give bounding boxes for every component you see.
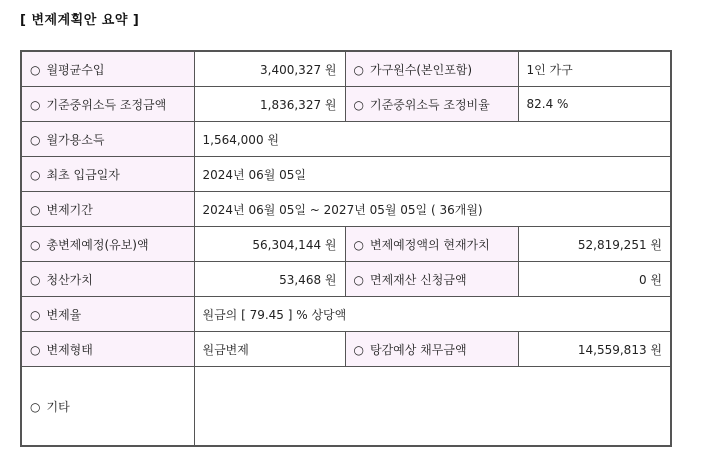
table-row — [21, 192, 671, 227]
exempt-property-value: 0 원 — [518, 262, 671, 297]
bullet-icon: ○ — [353, 97, 364, 112]
household-size-label: ○ 가구원수(본인포함) — [345, 51, 518, 87]
repayment-period-value: 2024년 06월 05일 ~ 2027년 05월 05일 ( 36개월) — [194, 192, 671, 227]
household-size-value: 1인 가구 — [518, 51, 671, 87]
expected-discharge-label: ○ 탕감예상 채무금액 — [345, 332, 518, 367]
table-row — [21, 297, 671, 332]
present-value-value: 52,819,251 원 — [518, 227, 671, 262]
repayment-type-value: 원금변제 — [194, 332, 345, 367]
disposable-income-label: ○ 월가용소득 — [21, 122, 194, 157]
bullet-icon: ○ — [30, 272, 41, 287]
median-income-ratio-value: 82.4 % — [518, 87, 671, 122]
repayment-type-label: ○ 변제형태 — [21, 332, 194, 367]
total-repayment-value: 56,304,144 원 — [194, 227, 345, 262]
repayment-summary-table — [20, 50, 672, 447]
bullet-icon: ○ — [30, 307, 41, 322]
table-row — [21, 87, 671, 122]
bullet-icon: ○ — [30, 342, 41, 357]
table-row — [21, 51, 671, 87]
repayment-rate-label: ○ 변제율 — [21, 297, 194, 332]
first-payment-date-label: ○ 최초 입금일자 — [21, 157, 194, 192]
monthly-income-label: ○ 월평균수입 — [21, 51, 194, 87]
table-row — [21, 262, 671, 297]
other-label: ○ 기타 — [21, 367, 194, 447]
exempt-property-label: ○ 면제재산 신청금액 — [345, 262, 518, 297]
other-value — [194, 367, 671, 447]
total-repayment-label: ○ 총변제예정(유보)액 — [21, 227, 194, 262]
disposable-income-value: 1,564,000 원 — [194, 122, 671, 157]
table-row — [21, 122, 671, 157]
bullet-icon: ○ — [353, 272, 364, 287]
table-row — [21, 332, 671, 367]
bullet-icon: ○ — [30, 237, 41, 252]
bullet-icon: ○ — [30, 167, 41, 182]
first-payment-date-value: 2024년 06월 05일 — [194, 157, 671, 192]
table-row — [21, 367, 671, 447]
median-income-adjusted-value: 1,836,327 원 — [194, 87, 345, 122]
repayment-period-label: ○ 변제기간 — [21, 192, 194, 227]
bullet-icon: ○ — [30, 202, 41, 217]
bullet-icon: ○ — [353, 237, 364, 252]
bullet-icon: ○ — [353, 62, 364, 77]
present-value-label: ○ 변제예정액의 현재가치 — [345, 227, 518, 262]
monthly-income-value: 3,400,327 원 — [194, 51, 345, 87]
median-income-ratio-label: ○ 기준중위소득 조정비율 — [345, 87, 518, 122]
section-title: [ 변제계획안 요약 ] — [20, 13, 140, 28]
bullet-icon: ○ — [353, 342, 364, 357]
median-income-adjusted-label: ○ 기준중위소득 조정금액 — [21, 87, 194, 122]
table-row — [21, 227, 671, 262]
bullet-icon: ○ — [30, 62, 41, 77]
liquidation-value-label: ○ 청산가치 — [21, 262, 194, 297]
bullet-icon: ○ — [30, 399, 41, 414]
table-row — [21, 157, 671, 192]
bullet-icon: ○ — [30, 97, 41, 112]
repayment-rate-value: 원금의 [ 79.45 ] % 상당액 — [194, 297, 671, 332]
liquidation-value-value: 53,468 원 — [194, 262, 345, 297]
expected-discharge-value: 14,559,813 원 — [518, 332, 671, 367]
bullet-icon: ○ — [30, 132, 41, 147]
